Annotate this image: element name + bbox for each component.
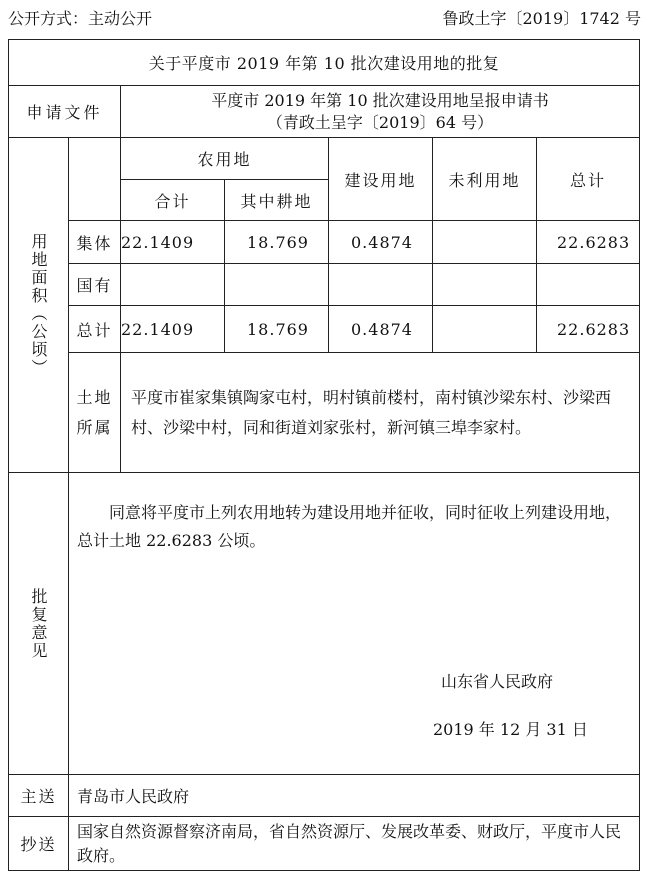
collective-subtotal: 22.1409 [121, 221, 225, 264]
land-area-section-label [9, 138, 69, 473]
document-number: 鲁政土字〔2019〕1742 号 [442, 9, 641, 28]
row-label-total: 总计 [69, 306, 121, 353]
row-label-state: 国有 [69, 264, 121, 306]
collective-total: 22.6283 [537, 221, 640, 264]
row-label-collective: 集体 [69, 221, 121, 264]
total-unused [433, 306, 537, 353]
total-total: 22.6283 [537, 306, 640, 353]
opinion-content [69, 473, 640, 775]
land-area-label-text: 用地面积（公顷） [29, 233, 48, 377]
document-header [8, 4, 649, 28]
opinion-date: 2019 年 12 月 31 日 [433, 720, 588, 739]
state-construction [329, 264, 433, 306]
copy-send-value: 国家自然资源督察济南局，省自然资源厅、发展改革委、财政厅，平度市人民政府。 [69, 817, 640, 871]
opinion-label: 批复意见 [29, 587, 48, 660]
application-line-2: （青政土呈字〔2019〕64 号） [266, 112, 494, 132]
copy-send-label: 抄送 [9, 817, 69, 871]
header-blank [69, 138, 121, 221]
location-text: 平度市崔家集镇陶家屯村，明村镇前楼村，南村镇沙梁东村、沙梁西村、沙梁中村，同和街道刘家张村，新河镇三埠李家村。 [121, 353, 640, 473]
state-farmland [225, 264, 329, 306]
collective-construction: 0.4874 [329, 221, 433, 264]
unused-header: 未利用地 [433, 138, 537, 221]
table-row [9, 306, 640, 353]
total-construction: 0.4874 [329, 306, 433, 353]
form-title: 关于平度市 2019 年第 10 批次建设用地的批复 [9, 40, 640, 86]
farmland-header: 其中耕地 [225, 180, 329, 221]
location-label: 土地所属 [76, 387, 113, 437]
collective-farmland: 18.769 [225, 221, 329, 264]
location-label-cell [69, 353, 121, 473]
application-line-1: 平度市 2019 年第 10 批次建设用地呈报申请书 [211, 90, 549, 110]
total-header: 总计 [537, 138, 640, 221]
agricultural-header: 农用地 [121, 138, 329, 180]
disclosure-mode: 公开方式：主动公开 [8, 9, 153, 28]
state-subtotal [121, 264, 225, 306]
state-total [537, 264, 640, 306]
construction-header: 建设用地 [329, 138, 433, 221]
main-send-label: 主送 [9, 775, 69, 817]
total-farmland: 18.769 [225, 306, 329, 353]
application-label: 申请文件 [9, 86, 121, 138]
subtotal-header: 合计 [121, 180, 225, 221]
collective-unused [433, 221, 537, 264]
opinion-label-cell [9, 473, 69, 775]
state-unused [433, 264, 537, 306]
main-send-value: 青岛市人民政府 [69, 775, 640, 817]
total-subtotal: 22.1409 [121, 306, 225, 353]
table-row [9, 264, 640, 306]
opinion-text: 同意将平度市上列农用地转为建设用地并征收，同时征收上列建设用地，总计土地 22.6283 公顷。 [77, 503, 622, 550]
approval-form-table [8, 39, 640, 871]
table-row [9, 221, 640, 264]
application-document [121, 86, 640, 138]
opinion-signer: 山东省人民政府 [441, 672, 554, 691]
